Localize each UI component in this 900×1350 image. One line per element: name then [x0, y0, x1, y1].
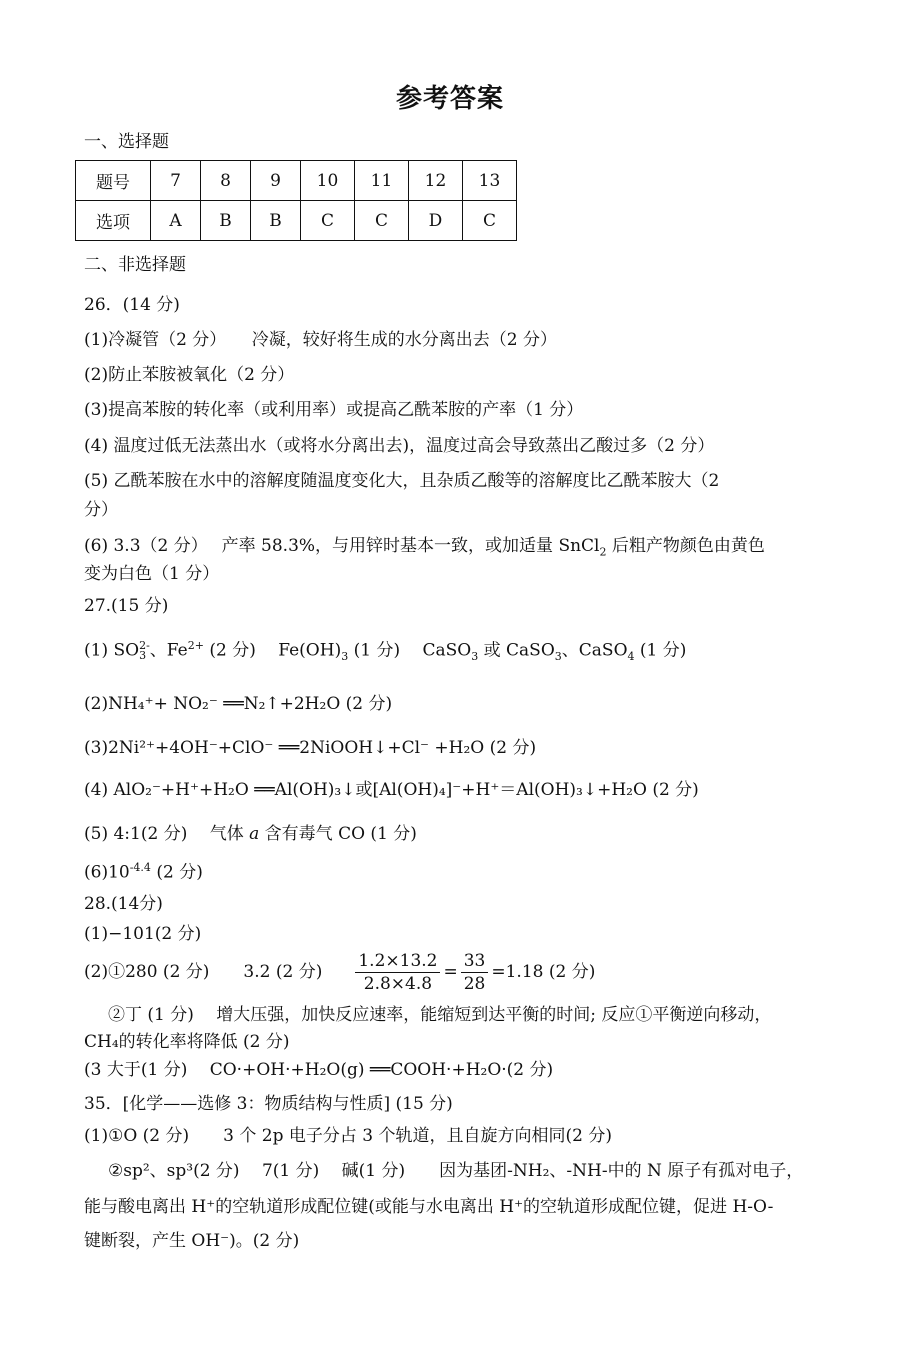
q27-l6-sup: -4.4 — [129, 861, 151, 874]
fraction-2-numerator: 33 — [461, 950, 489, 973]
fraction-2 — [461, 950, 489, 995]
q27-line-1 — [84, 634, 686, 669]
q26-line-5b: 分） — [84, 500, 118, 520]
question-26-heading: 26．(14 分) — [84, 295, 180, 315]
table-cell-label: 选项 — [76, 201, 151, 241]
table-cell: 7 — [151, 161, 201, 201]
q27-l1-e: 或 CaSO — [478, 640, 555, 661]
q27-l5-b: 含有毒气 CO (1 分) — [259, 824, 417, 844]
q27-line-3: (3)2Ni²⁺+4OH⁻+ClO⁻ ══2NiOOH↓+Cl⁻ +H₂O (2 分) — [84, 738, 537, 758]
table-cell: B — [201, 201, 251, 241]
q27-l1-sup: 2- — [139, 639, 150, 653]
q35-line-3: 能与酸电离出 H⁺的空轨道形成配位键(或能与水电离出 H⁺的空轨道形成配位键，促进 H-O- — [84, 1197, 774, 1217]
question-35-heading: 35．[化学——选修 3：物质结构与性质] (15 分) — [84, 1094, 453, 1114]
q27-l1-sub3: 3 — [471, 650, 479, 664]
q27-l1-c: (2 分) Fe(OH) — [203, 640, 342, 661]
q26-line-6a-post: 后粗产物颜色由黄色 — [606, 536, 765, 556]
q27-l5-a: (5) 4:1(2 分) 气体 — [84, 824, 250, 844]
q28-eq: = — [443, 962, 458, 982]
q27-l5-italic: a — [249, 824, 260, 844]
q27-line-2: (2)NH₄⁺+ NO₂⁻ ══N₂↑+2H₂O (2 分) — [84, 694, 393, 714]
question-27-heading: 27.(15 分) — [84, 596, 169, 616]
question-28-heading: 28.(14分) — [84, 894, 163, 914]
q27-line-6 — [84, 856, 203, 885]
q35-line-4: 键断裂，产生 OH⁻)。(2 分) — [84, 1231, 300, 1251]
table-row — [76, 161, 517, 201]
q26-line-6a-pre: (6) 3.3（2 分） 产率 58.3%，与用锌时基本一致，或加适量 SnCl — [84, 536, 600, 556]
q27-l6-a: (6)10 — [84, 862, 130, 883]
table-cell: C — [301, 201, 355, 241]
table-cell: 11 — [355, 161, 409, 201]
q26-line-1: (1)冷凝管（2 分） 冷凝，较好将生成的水分离出去（2 分） — [84, 330, 558, 350]
table-cell: 9 — [251, 161, 301, 201]
section-heading-nonchoice: 二、非选择题 — [84, 255, 186, 275]
fraction-1-denominator: 2.8×4.8 — [363, 974, 433, 994]
q27-line-4: (4) AlO₂⁻+H⁺+H₂O ══Al(OH)₃↓或[Al(OH)₄]⁻+H⁺＝Al(OH)₃↓+H₂O (2 分) — [84, 780, 699, 800]
table-cell: B — [251, 201, 301, 241]
fraction-1 — [355, 950, 440, 995]
table-cell: 12 — [409, 161, 463, 201]
q26-line-6a-sub: 2 — [599, 545, 607, 559]
answer-table — [75, 160, 517, 241]
q28-line-2 — [84, 950, 595, 995]
table-cell: 13 — [463, 161, 517, 201]
q35-line-1: (1)①O (2 分) 3 个 2p 电子分占 3 个轨道，且自旋方向相同(2 分) — [84, 1126, 612, 1146]
table-cell: C — [463, 201, 517, 241]
q28-line-4: (3 大于(1 分) CO·+OH·+H₂O(g) ══COOH·+H₂O·(2 分) — [84, 1060, 554, 1080]
table-cell: 8 — [201, 161, 251, 201]
q26-line-4: (4) 温度过低无法蒸出水（或将水分离出去)，温度过高会导致蒸出乙酸过多（2 分） — [84, 436, 715, 456]
q27-l1-f: 、CaSO — [561, 640, 628, 661]
q27-l1-a: (1) SO — [84, 640, 140, 661]
q27-line-5 — [84, 822, 417, 846]
q28-l2-a: (2)①280 (2 分) 3.2 (2 分) — [84, 962, 323, 982]
q28-line-1: (1)−101(2 分) — [84, 924, 202, 944]
q27-l1-sub4: 3 — [554, 650, 562, 664]
q27-l1-sub2: 3 — [341, 650, 349, 664]
q27-l1-sub: 3 — [139, 649, 147, 663]
table-cell: A — [151, 201, 201, 241]
table-cell-label: 题号 — [76, 161, 151, 201]
q27-l1-sup2: 2+ — [187, 639, 204, 652]
q27-l1-b: 、Fe — [149, 640, 188, 661]
table-cell: 10 — [301, 161, 355, 201]
section-heading-choice: 一、选择题 — [84, 132, 169, 152]
table-cell: D — [409, 201, 463, 241]
q28-line-3a: ②丁 (1 分) 增大压强，加快反应速率，能缩短到达平衡的时间; 反应①平衡逆向移动， — [108, 1005, 772, 1025]
q26-line-6a — [84, 534, 765, 564]
q27-l1-sub5: 4 — [627, 650, 635, 664]
page-title: 参考答案 — [395, 84, 504, 114]
q26-line-3: (3)提高苯胺的转化率（或利用率）或提高乙酰苯胺的产率（1 分） — [84, 400, 584, 420]
q26-line-6b: 变为白色（1 分） — [84, 564, 220, 584]
table-cell: C — [355, 201, 409, 241]
q28-l2-b: =1.18 (2 分) — [491, 962, 596, 982]
fraction-1-numerator: 1.2×13.2 — [355, 950, 440, 973]
q26-line-2: (2)防止苯胺被氧化（2 分） — [84, 365, 295, 385]
table-row — [76, 201, 517, 241]
fraction-2-denominator: 28 — [463, 974, 486, 994]
q27-l1-g: (1 分) — [634, 640, 687, 661]
q27-l6-b: (2 分) — [150, 862, 203, 883]
q35-line-2: ②sp²、sp³(2 分) 7(1 分) 碱(1 分) 因为基团-NH₂、-NH-中的 N 原子有孤对电子， — [108, 1161, 804, 1181]
q28-line-3b: CH₄的转化率将降低 (2 分) — [84, 1032, 290, 1052]
q26-line-5a: (5) 乙酰苯胺在水中的溶解度随温度变化大，且杂质乙酸等的溶解度比乙酰苯胺大（2 — [84, 471, 720, 491]
q27-l1-d: (1 分) CaSO — [348, 640, 472, 661]
